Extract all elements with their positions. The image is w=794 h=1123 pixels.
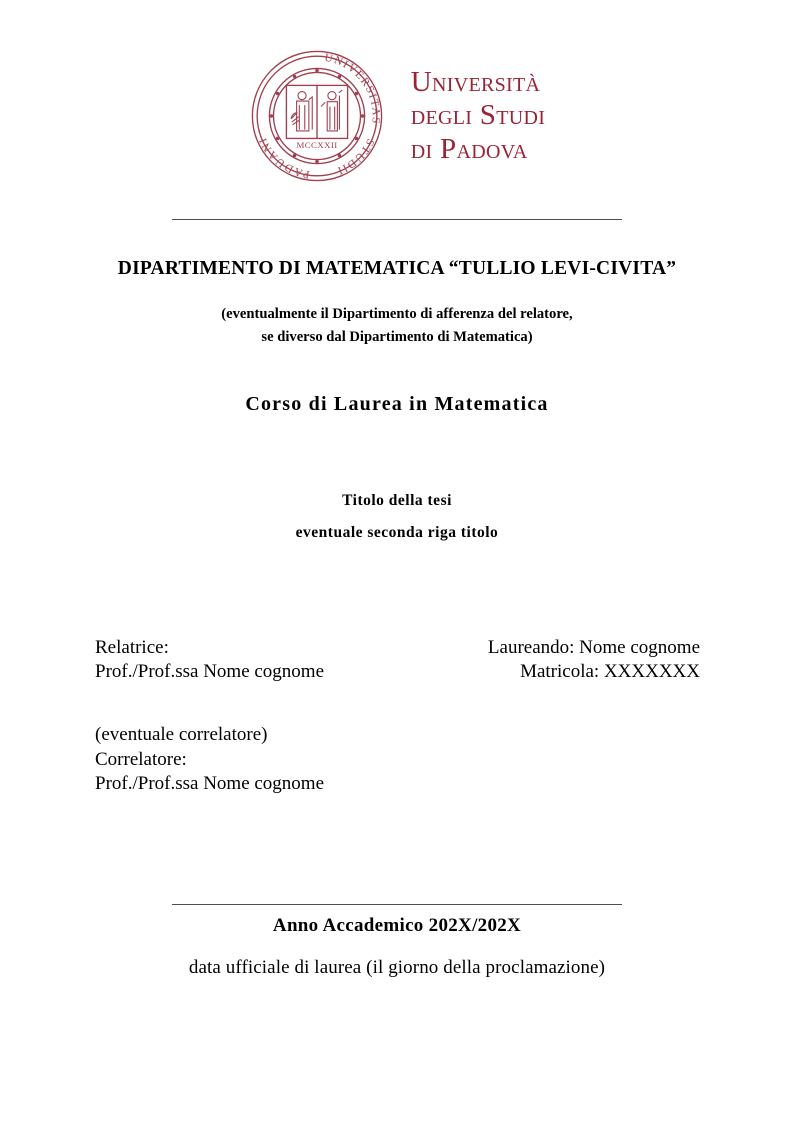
wordmark-line-3: di Padova — [410, 132, 528, 165]
divider-top — [172, 219, 622, 220]
svg-text:UNIVERSITAS · STUDII: UNIVERSITAS · STUDII — [323, 51, 382, 177]
cosupervisor-role: Correlatore: — [95, 748, 187, 770]
cosupervisor-block — [95, 723, 324, 797]
department-note — [0, 303, 794, 348]
academic-year: Anno Accademico 202X/202X — [272, 915, 522, 936]
people-block — [95, 636, 700, 684]
department-title: DIPARTIMENTO DI MATEMATICA “TULLIO LEVI-CIVITA” — [117, 258, 677, 279]
graduation-date: data ufficiale di laurea (il giorno della proclamazione) — [188, 957, 606, 978]
department-note-line-2: se diverso dal Dipartimento di Matematica) — [261, 328, 533, 345]
seal-year-label: MCCXXII — [296, 139, 338, 150]
university-seal-icon — [249, 48, 385, 184]
svg-text:PADUANI ·: PADUANI · — [253, 126, 311, 181]
divider-bottom — [172, 904, 622, 905]
advisor-name: Prof./Prof.ssa Nome cognome — [95, 660, 325, 682]
advisor-role: Relatrice: — [95, 637, 169, 658]
advisor-block — [95, 636, 324, 684]
degree-course: Corso di Laurea in Matematica — [245, 393, 549, 415]
cosupervisor-note: (eventuale correlatore) — [95, 724, 268, 745]
student-id: Matricola: XXXXXXX — [520, 660, 700, 682]
candidate-block — [488, 636, 700, 684]
university-wordmark — [411, 66, 545, 165]
thesis-title-line-2: eventuale seconda riga titolo — [295, 524, 499, 541]
cosupervisor-name: Prof./Prof.ssa Nome cognome — [95, 773, 325, 795]
candidate-name: Laureando: Nome cognome — [487, 637, 700, 658]
wordmark-line-2: degli Studi — [410, 99, 546, 132]
university-logo — [0, 48, 794, 184]
wordmark-line-1: Università — [410, 66, 541, 99]
thesis-title-line-1: Titolo della tesi — [342, 492, 452, 509]
department-note-line-1: (eventualmente il Dipartimento di afferenza del relatore, — [221, 306, 573, 322]
